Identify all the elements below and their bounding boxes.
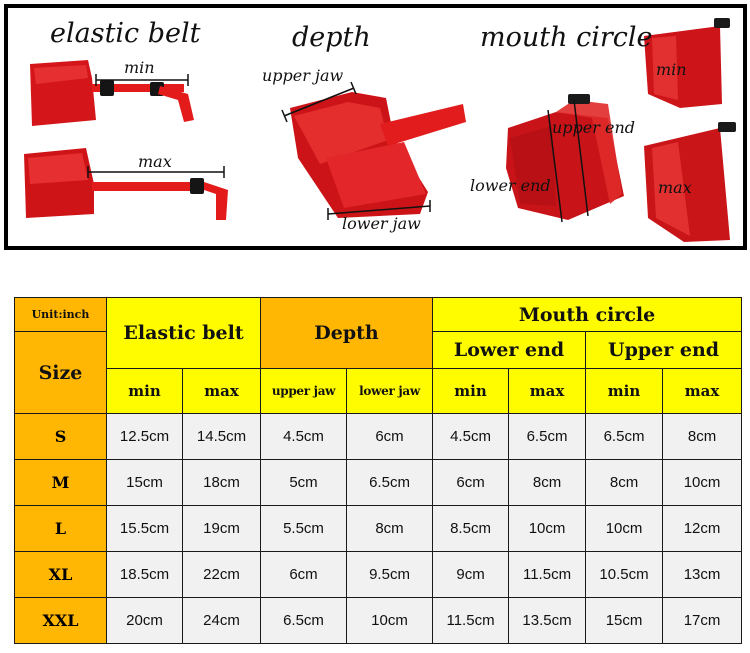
table-cell: 8cm: [347, 506, 433, 552]
belt-min-header: min: [107, 369, 183, 414]
table-cell: 6cm: [433, 460, 509, 506]
depth-heading: depth: [292, 22, 371, 53]
upper-jaw-header: upper jaw: [261, 369, 347, 414]
table-cell: 4.5cm: [261, 414, 347, 460]
elastic-belt-heading: elastic belt: [50, 18, 201, 49]
belt-min-label: min: [124, 58, 155, 77]
upper-min-header: min: [586, 369, 663, 414]
upper-end-header: Upper end: [586, 332, 742, 369]
size-label: L: [15, 506, 107, 552]
lower-max-header: max: [509, 369, 586, 414]
table-cell: 19cm: [183, 506, 261, 552]
table-row: [15, 506, 742, 552]
upper-end-label: upper end: [552, 118, 636, 137]
belt-max-label: max: [138, 152, 172, 171]
muzzle-belt-max-illustration: [24, 148, 228, 220]
table-cell: 9cm: [433, 552, 509, 598]
table-cell: 6.5cm: [261, 598, 347, 644]
table-row: [15, 598, 742, 644]
table-cell: 20cm: [107, 598, 183, 644]
table-cell: 8cm: [663, 414, 742, 460]
size-label: XXL: [15, 598, 107, 644]
table-cell: 15cm: [586, 598, 663, 644]
table-cell: 15.5cm: [107, 506, 183, 552]
mouth-circle-header: Mouth circle: [433, 298, 742, 332]
table-cell: 11.5cm: [509, 552, 586, 598]
upper-jaw-label: upper jaw: [262, 66, 344, 85]
table-cell: 12cm: [663, 506, 742, 552]
table-cell: 10cm: [509, 506, 586, 552]
table-cell: 6.5cm: [509, 414, 586, 460]
table-cell: 10cm: [663, 460, 742, 506]
table-cell: 14.5cm: [183, 414, 261, 460]
table-cell: 8cm: [586, 460, 663, 506]
table-cell: 5cm: [261, 460, 347, 506]
lower-end-header: Lower end: [433, 332, 586, 369]
illustration-panel: [4, 4, 747, 250]
upper-max-header: max: [663, 369, 742, 414]
table-cell: 8cm: [509, 460, 586, 506]
muzzle-mouth-circle-illustration: [506, 94, 624, 220]
table-cell: 8.5cm: [433, 506, 509, 552]
size-label: M: [15, 460, 107, 506]
elastic-belt-header: Elastic belt: [107, 298, 261, 369]
table-cell: 6.5cm: [586, 414, 663, 460]
table-cell: 15cm: [107, 460, 183, 506]
table-cell: 13cm: [663, 552, 742, 598]
table-cell: 6.5cm: [347, 460, 433, 506]
table-row: [15, 460, 742, 506]
table-cell: 6cm: [261, 552, 347, 598]
table-cell: 22cm: [183, 552, 261, 598]
table-cell: 4.5cm: [433, 414, 509, 460]
mouth-max-label: max: [658, 178, 692, 197]
table-cell: 6cm: [347, 414, 433, 460]
table-cell: 10cm: [347, 598, 433, 644]
table-cell: 9.5cm: [347, 552, 433, 598]
size-chart-table: [14, 297, 742, 644]
table-cell: 12.5cm: [107, 414, 183, 460]
mouth-circle-heading: mouth circle: [480, 22, 653, 53]
belt-max-header: max: [183, 369, 261, 414]
table-cell: 10.5cm: [586, 552, 663, 598]
size-label: S: [15, 414, 107, 460]
size-label: XL: [15, 552, 107, 598]
lower-min-header: min: [433, 369, 509, 414]
table-row: [15, 552, 742, 598]
muzzle-belt-min-illustration: [30, 60, 194, 126]
depth-header: Depth: [261, 298, 433, 369]
table-cell: 18cm: [183, 460, 261, 506]
lower-jaw-label: lower jaw: [342, 214, 421, 233]
mouth-min-label: min: [656, 60, 687, 79]
table-cell: 11.5cm: [433, 598, 509, 644]
table-cell: 5.5cm: [261, 506, 347, 552]
table-cell: 17cm: [663, 598, 742, 644]
unit-cell: Unit:inch: [15, 298, 107, 332]
muzzle-depth-illustration: [290, 92, 466, 218]
table-cell: 18.5cm: [107, 552, 183, 598]
lower-end-label: lower end: [470, 176, 551, 195]
lower-jaw-header: lower jaw: [347, 369, 433, 414]
size-header: Size: [15, 332, 107, 414]
table-cell: 13.5cm: [509, 598, 586, 644]
table-row: [15, 414, 742, 460]
table-cell: 10cm: [586, 506, 663, 552]
table-cell: 24cm: [183, 598, 261, 644]
